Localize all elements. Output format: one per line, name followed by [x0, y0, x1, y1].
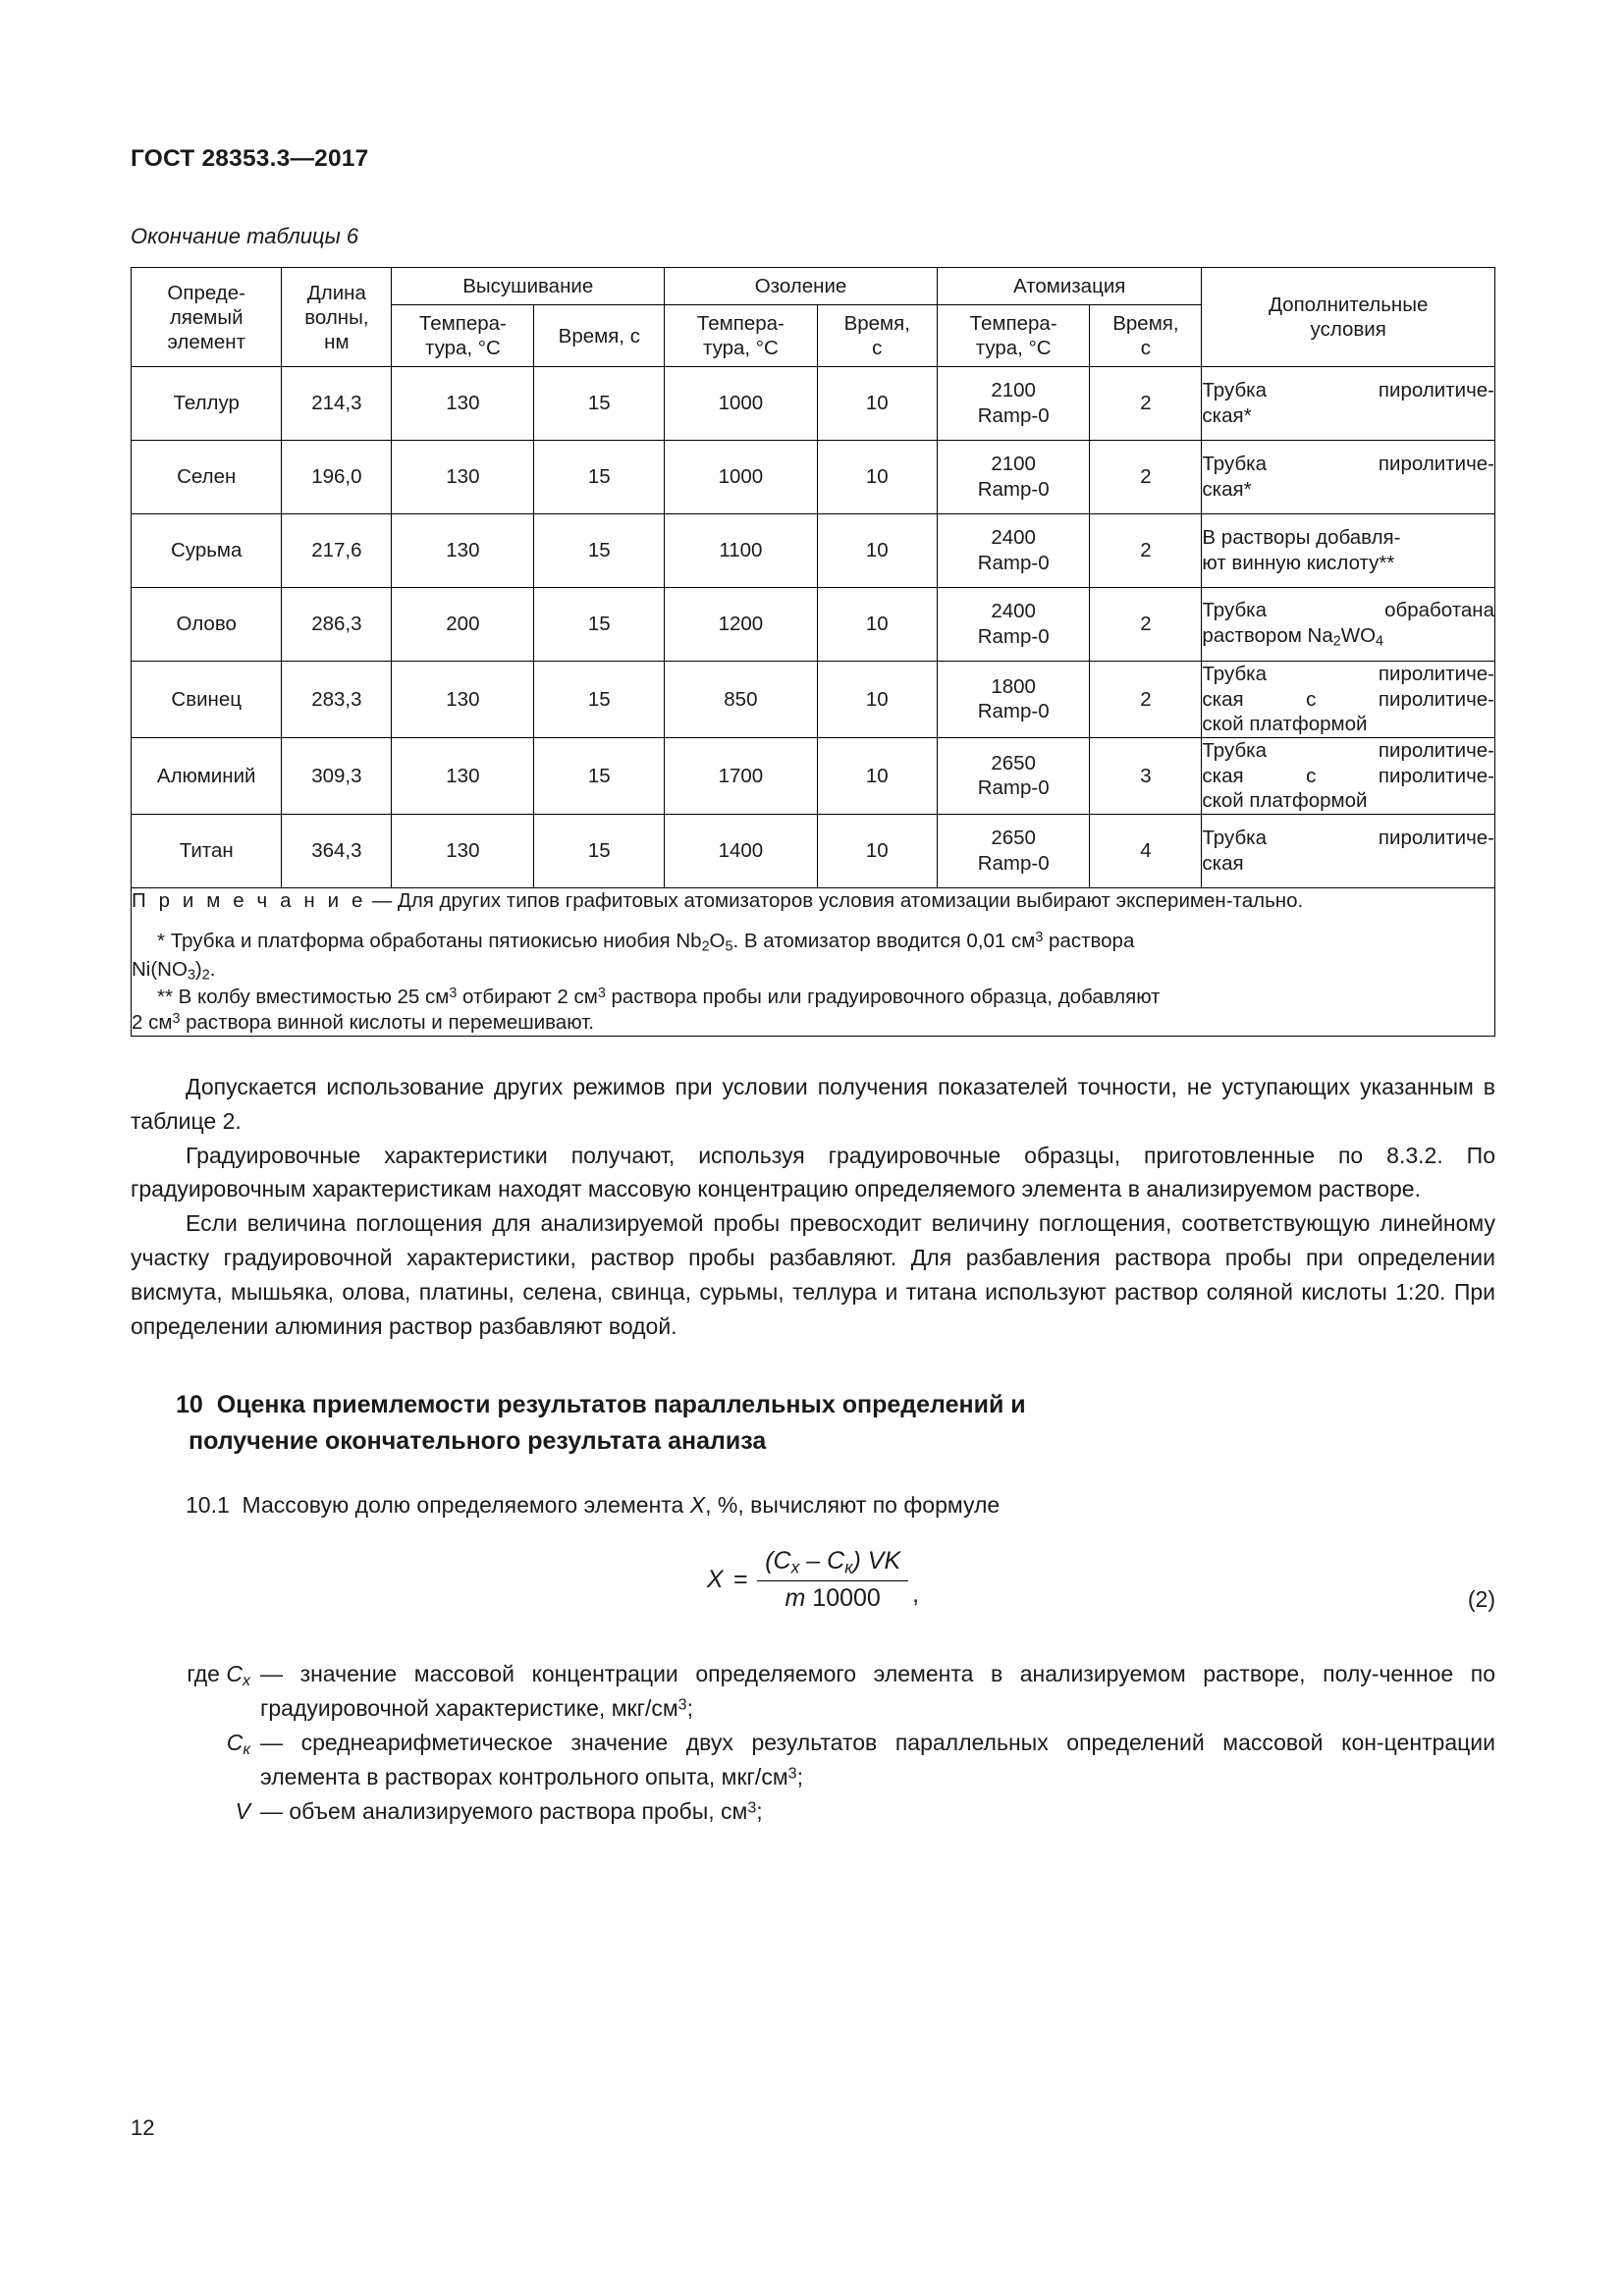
- subscript: 5: [725, 938, 733, 955]
- footnote-1-text-c: . В атомизатор вводится 0,01 см: [732, 930, 1036, 953]
- superscript: 3: [597, 986, 606, 1002]
- atom-temp-value: 2100: [991, 379, 1036, 402]
- num-c1: C: [773, 1547, 791, 1575]
- where-key-cx: [131, 1657, 260, 1692]
- cell-dry-time: 15: [534, 737, 665, 814]
- atom-ramp-value: Ramp-0: [977, 404, 1050, 427]
- footnote-2-text-a: В колбу вместимостью 25 см: [178, 986, 450, 1009]
- where-var: C: [226, 1661, 243, 1687]
- where-dash: —: [260, 1730, 283, 1756]
- cell-dry-temp: 200: [392, 588, 534, 662]
- header-ashing-temp-line2: тура, °C: [702, 337, 779, 359]
- cell-dry-time: 15: [534, 588, 665, 662]
- header-wavelength-line3: нм: [324, 330, 350, 353]
- footnote-2-marker: **: [157, 986, 173, 1009]
- cell-atom-time: 2: [1090, 441, 1202, 514]
- where-def-line1: среднеарифметическое значение двух результатов параллельных определений массовой кон-: [300, 1730, 1384, 1756]
- extra-line-1: Трубка пиролитиче-: [1202, 827, 1494, 850]
- table-header: [132, 268, 1495, 367]
- footnote-1-line2: [132, 957, 1494, 986]
- where-dash: —: [260, 1661, 283, 1687]
- extra-line-2-pre: раствором Na: [1202, 623, 1333, 647]
- cell-atom-temp: [937, 814, 1089, 887]
- footnote-1-l2-a: Ni(NO: [132, 957, 188, 981]
- extra-line-2: ская с пиролитиче-: [1202, 687, 1494, 711]
- formula-number: (2): [1467, 1586, 1495, 1613]
- num-vk: VK: [867, 1547, 901, 1575]
- cell-ash-time: 10: [817, 367, 937, 441]
- header-drying-temp-line2: тура, °C: [424, 337, 501, 359]
- where-row-ck: [131, 1726, 1495, 1794]
- footnote-1-l2-c: .: [209, 957, 216, 981]
- footnote-2-text-c: раствора пробы или градуировочного образца, добавляют: [605, 986, 1161, 1009]
- cell-ash-temp: 1100: [665, 514, 817, 588]
- cell-dry-time: 15: [534, 441, 665, 514]
- cell-atom-temp: [937, 367, 1089, 441]
- atom-temp-value: 2650: [991, 751, 1036, 774]
- header-atom-time-line2: с: [1140, 337, 1152, 359]
- num-minus: –: [799, 1547, 828, 1575]
- where-def-line1: значение массовой концентрации определяемого элемента в анализируемом растворе, полу-: [299, 1661, 1380, 1687]
- header-element: [132, 268, 282, 367]
- header-wavelength-line1: Длина: [306, 281, 366, 304]
- table-row: [132, 814, 1495, 887]
- cell-atom-temp: [937, 441, 1089, 514]
- footnote-2-l2-b: раствора винной кислоты и перемешивают.: [180, 1011, 594, 1034]
- cell-extra-conditions: [1202, 588, 1495, 662]
- document-standard-id: ГОСТ 28353.3—2017: [131, 145, 369, 172]
- where-var: C: [226, 1730, 244, 1756]
- header-atom-temp-line1: Темпера-: [969, 312, 1057, 335]
- cell-extra-conditions: [1202, 814, 1495, 887]
- footnote-1-l2-b: ): [194, 957, 202, 981]
- cell-dry-temp: 130: [392, 737, 534, 814]
- num-c2-subscript: к: [844, 1557, 853, 1577]
- cell-extra-conditions: [1202, 514, 1495, 588]
- formula-lhs: X: [706, 1565, 724, 1593]
- num-paren-open: (: [765, 1547, 774, 1575]
- extra-line-2: ская*: [1202, 404, 1252, 427]
- clause-variable: X: [689, 1491, 706, 1518]
- cell-atom-time: 2: [1090, 662, 1202, 738]
- cell-element: Алюминий: [132, 737, 282, 814]
- atom-temp-value: 1800: [991, 674, 1036, 698]
- atom-ramp-value: Ramp-0: [977, 552, 1050, 574]
- header-extra-conditions: [1202, 268, 1495, 367]
- header-extra-line1: Дополнительные: [1269, 294, 1429, 316]
- atom-ramp-value: Ramp-0: [977, 851, 1050, 875]
- table-row: [132, 441, 1495, 514]
- formula-numerator: [757, 1547, 908, 1580]
- where-def-cx: [260, 1657, 1495, 1726]
- section-heading: [131, 1387, 1495, 1459]
- extra-line-2: ская*: [1202, 478, 1252, 501]
- subscript: 2: [701, 938, 710, 955]
- table-body: [132, 367, 1495, 1037]
- extra-line-1: Трубка обработана: [1202, 598, 1494, 621]
- header-atom-time: [1090, 305, 1202, 367]
- cell-dry-temp: 130: [392, 662, 534, 738]
- footnote-1-text-a: Трубка и платформа обработаны пятиокисью ниобия Nb: [170, 930, 702, 953]
- header-extra-line2: условия: [1310, 318, 1386, 341]
- note-dash: —: [366, 888, 398, 912]
- formula-fraction: [757, 1547, 908, 1612]
- superscript: 3: [677, 1695, 687, 1714]
- cell-ash-time: 10: [817, 662, 937, 738]
- header-element-line2: ляемый: [169, 305, 244, 329]
- subscript: 2: [201, 967, 210, 984]
- atom-temp-value: 2400: [991, 600, 1036, 623]
- header-atom-time-line1: Время,: [1112, 312, 1179, 335]
- header-drying-temp-line1: Темпера-: [418, 312, 507, 335]
- cell-atom-temp: [937, 588, 1089, 662]
- atom-ramp-value: Ramp-0: [977, 700, 1050, 723]
- atom-ramp-value: Ramp-0: [977, 625, 1050, 648]
- note-label: П р и м е ч а н и е: [132, 888, 366, 912]
- header-wavelength: [282, 268, 392, 367]
- header-ashing-temp-line1: Темпера-: [696, 312, 785, 335]
- cell-atom-time: 2: [1090, 514, 1202, 588]
- cell-ash-temp: 1000: [665, 441, 817, 514]
- footnote-1: [132, 929, 1494, 957]
- extra-line-2: [1202, 623, 1494, 652]
- cell-element: Титан: [132, 814, 282, 887]
- where-def-tail: ;: [686, 1695, 694, 1722]
- table-note-cell: [132, 887, 1495, 1036]
- where-def-ck: [260, 1726, 1495, 1794]
- extra-line-1: В растворы добавля-: [1202, 526, 1401, 550]
- where-def-tail: ;: [796, 1764, 803, 1790]
- cell-wavelength: 214,3: [282, 367, 392, 441]
- cell-extra-conditions: [1202, 737, 1495, 814]
- footnote-1-text-b: O: [709, 930, 726, 953]
- footnote-2-l2-a: 2 см: [132, 1011, 173, 1034]
- clause-text-b: , %, вычисляют по формуле: [705, 1491, 1001, 1518]
- cell-dry-time: 15: [534, 814, 665, 887]
- num-c2: C: [827, 1547, 845, 1575]
- cell-wavelength: 286,3: [282, 588, 392, 662]
- cell-ash-time: 10: [817, 814, 937, 887]
- cell-atom-temp: [937, 737, 1089, 814]
- page-content: [131, 0, 1495, 1829]
- cell-ash-temp: 1400: [665, 814, 817, 887]
- where-row-cx: [131, 1657, 1495, 1726]
- cell-atom-time: 2: [1090, 588, 1202, 662]
- where-row-v: [131, 1794, 1495, 1829]
- cell-element: Свинец: [132, 662, 282, 738]
- cell-element: Олово: [132, 588, 282, 662]
- extra-line-1: Трубка пиролитиче-: [1202, 738, 1494, 762]
- extra-line-2: ская с пиролитиче-: [1202, 764, 1494, 787]
- den-m: m: [785, 1583, 806, 1612]
- where-def-line2: ченное по градуировочной характеристике, мкг/см: [260, 1661, 1495, 1722]
- clause-text-a: Массовую долю определяемого элемента: [242, 1491, 690, 1518]
- footnote-2: [132, 985, 1494, 1010]
- formula-equals: =: [732, 1565, 748, 1593]
- atom-ramp-value: Ramp-0: [977, 478, 1050, 501]
- superscript: 3: [747, 1798, 757, 1817]
- extra-line-3: ской платформой: [1202, 713, 1368, 736]
- clause-number: 10.1: [186, 1491, 230, 1518]
- superscript: 3: [787, 1764, 797, 1783]
- clause-10-1: [131, 1488, 1495, 1522]
- table-row: [132, 737, 1495, 814]
- header-ashing-time-line1: Время,: [843, 312, 910, 335]
- header-ashing: Озоление: [665, 268, 938, 305]
- atom-temp-value: 2650: [991, 827, 1036, 850]
- header-ashing-time: [817, 305, 937, 367]
- body-paragraph-1: Допускается использование других режимов при условии получения показателей точности, не уступающих указанным в таблице 2.: [131, 1073, 1495, 1134]
- footnote-2-line2: [132, 1010, 1494, 1036]
- where-definitions: [131, 1657, 1495, 1829]
- header-wavelength-line2: волны,: [304, 305, 369, 329]
- body-paragraph-3: Если величина поглощения для анализируемой пробы превосходит величину поглощения, соответствующую линейному участку градуировочной характеристики, раствор пробы разбавляют. Для разбавления раствора пробы при определении висмута, мышьяка, олова, платины, селена, свинца, сурьмы, теллура и титана используют раствор соляной кислоты 1:20. При определении алюминия раствор разбавляют водой.: [131, 1210, 1495, 1340]
- cell-atom-temp: [937, 662, 1089, 738]
- cell-ash-temp: 1700: [665, 737, 817, 814]
- header-atom-temp-line2: тура, °C: [975, 337, 1052, 359]
- header-element-line3: элемент: [167, 330, 245, 353]
- table-header-row-1: [132, 268, 1495, 305]
- header-atom-temp: [937, 305, 1089, 367]
- where-var: V: [235, 1798, 250, 1825]
- formula-denominator: [778, 1581, 889, 1613]
- table-caption: Окончание таблицы 6: [131, 224, 359, 248]
- subscript: 3: [187, 967, 195, 984]
- cell-dry-temp: 130: [392, 441, 534, 514]
- cell-extra-conditions: [1202, 662, 1495, 738]
- table-row: [132, 514, 1495, 588]
- cell-element: Селен: [132, 441, 282, 514]
- superscript: 3: [1035, 930, 1044, 946]
- extra-line-2: ют винную кислоту**: [1202, 552, 1395, 574]
- subscript-4: 4: [1376, 633, 1383, 650]
- cell-atom-time: 3: [1090, 737, 1202, 814]
- header-ashing-temp: [665, 305, 817, 367]
- cell-dry-temp: 130: [392, 514, 534, 588]
- table-note-row: [132, 887, 1495, 1036]
- header-drying-temp: [392, 305, 534, 367]
- where-def-line1: объем анализируемого раствора пробы, см: [289, 1798, 748, 1825]
- cell-wavelength: 364,3: [282, 814, 392, 887]
- cell-ash-time: 10: [817, 737, 937, 814]
- cell-dry-temp: 130: [392, 367, 534, 441]
- where-def-v: [260, 1794, 1495, 1829]
- where-def-tail: ;: [756, 1798, 763, 1825]
- note-text: Для других типов графитовых атомизаторов условия атомизации выбирают эксперимен-тально.: [397, 888, 1304, 912]
- extra-line-1: Трубка пиролитиче-: [1202, 453, 1494, 476]
- section-title-line2: получение окончательного результата анализа: [189, 1426, 767, 1455]
- formula-trailing-comma: ,: [912, 1579, 920, 1608]
- header-drying-time: Время, с: [534, 305, 665, 367]
- section-number: 10: [176, 1391, 203, 1419]
- num-paren-close: ): [852, 1547, 861, 1575]
- where-var-subscript: х: [242, 1672, 250, 1690]
- conditions-table: [131, 267, 1495, 1037]
- footnote-2-text-b: отбирают 2 см: [457, 986, 598, 1009]
- cell-dry-time: 15: [534, 662, 665, 738]
- cell-dry-time: 15: [534, 367, 665, 441]
- cell-ash-time: 10: [817, 588, 937, 662]
- page-number: 12: [131, 2115, 155, 2140]
- extra-line-1: Трубка пиролитиче-: [1202, 663, 1494, 685]
- cell-atom-temp: [937, 514, 1089, 588]
- extra-line-1: Трубка пиролитиче-: [1202, 379, 1494, 402]
- extra-line-2-mid: WO: [1340, 623, 1377, 647]
- num-c1-subscript: х: [790, 1557, 800, 1577]
- header-drying: Высушивание: [392, 268, 665, 305]
- where-lead: где: [187, 1661, 220, 1687]
- where-key-ck: [131, 1726, 260, 1761]
- where-dash: —: [260, 1798, 283, 1825]
- table-row: [132, 367, 1495, 441]
- atom-temp-value: 2400: [991, 526, 1036, 550]
- cell-dry-temp: 130: [392, 814, 534, 887]
- header-ashing-time-line2: с: [872, 337, 883, 359]
- cell-ash-time: 10: [817, 514, 937, 588]
- table-row: [132, 662, 1495, 738]
- superscript: 3: [172, 1010, 181, 1027]
- cell-ash-temp: 1000: [665, 367, 817, 441]
- header-element-line1: Опреде-: [167, 281, 245, 304]
- formula-row: [131, 1547, 1495, 1631]
- table-row: [132, 588, 1495, 662]
- section-title-line1: Оценка приемлемости результатов параллельных определений и: [216, 1391, 1026, 1419]
- footnote-1-marker: *: [157, 930, 165, 953]
- subscript-2: 2: [1332, 633, 1341, 650]
- cell-atom-time: 4: [1090, 814, 1202, 887]
- cell-wavelength: 196,0: [282, 441, 392, 514]
- cell-ash-time: 10: [817, 441, 937, 514]
- footnote-1-text-d: раствора: [1043, 930, 1135, 953]
- cell-dry-time: 15: [534, 514, 665, 588]
- where-var-subscript: к: [243, 1740, 250, 1759]
- cell-extra-conditions: [1202, 441, 1495, 514]
- cell-wavelength: 309,3: [282, 737, 392, 814]
- where-def-line2: центрации элемента в растворах контрольного опыта, мкг/см: [260, 1730, 1496, 1790]
- cell-element: Теллур: [132, 367, 282, 441]
- cell-ash-temp: 850: [665, 662, 817, 738]
- extra-line-2: ская: [1202, 851, 1244, 875]
- cell-wavelength: 217,6: [282, 514, 392, 588]
- atom-ramp-value: Ramp-0: [977, 776, 1050, 800]
- header-atomization: Атомизация: [937, 268, 1202, 305]
- table-note-paragraph: [132, 888, 1494, 914]
- extra-line-3: ской платформой: [1202, 789, 1368, 813]
- where-key-v: [131, 1794, 260, 1829]
- formula-2: [707, 1547, 919, 1612]
- cell-extra-conditions: [1202, 367, 1495, 441]
- table-footnotes: [132, 929, 1494, 1035]
- cell-wavelength: 283,3: [282, 662, 392, 738]
- cell-element: Сурьма: [132, 514, 282, 588]
- den-value: 10000: [812, 1583, 881, 1612]
- cell-atom-time: 2: [1090, 367, 1202, 441]
- superscript: 3: [449, 986, 458, 1002]
- atom-temp-value: 2100: [991, 453, 1036, 476]
- cell-ash-temp: 1200: [665, 588, 817, 662]
- body-paragraph-2: Градуировочные характеристики получают, используя градуировочные образцы, приготовленные по 8.3.2. По градуировочным характеристикам находят массовую концентрацию определяемого элемента в анализируемом растворе.: [131, 1142, 1495, 1202]
